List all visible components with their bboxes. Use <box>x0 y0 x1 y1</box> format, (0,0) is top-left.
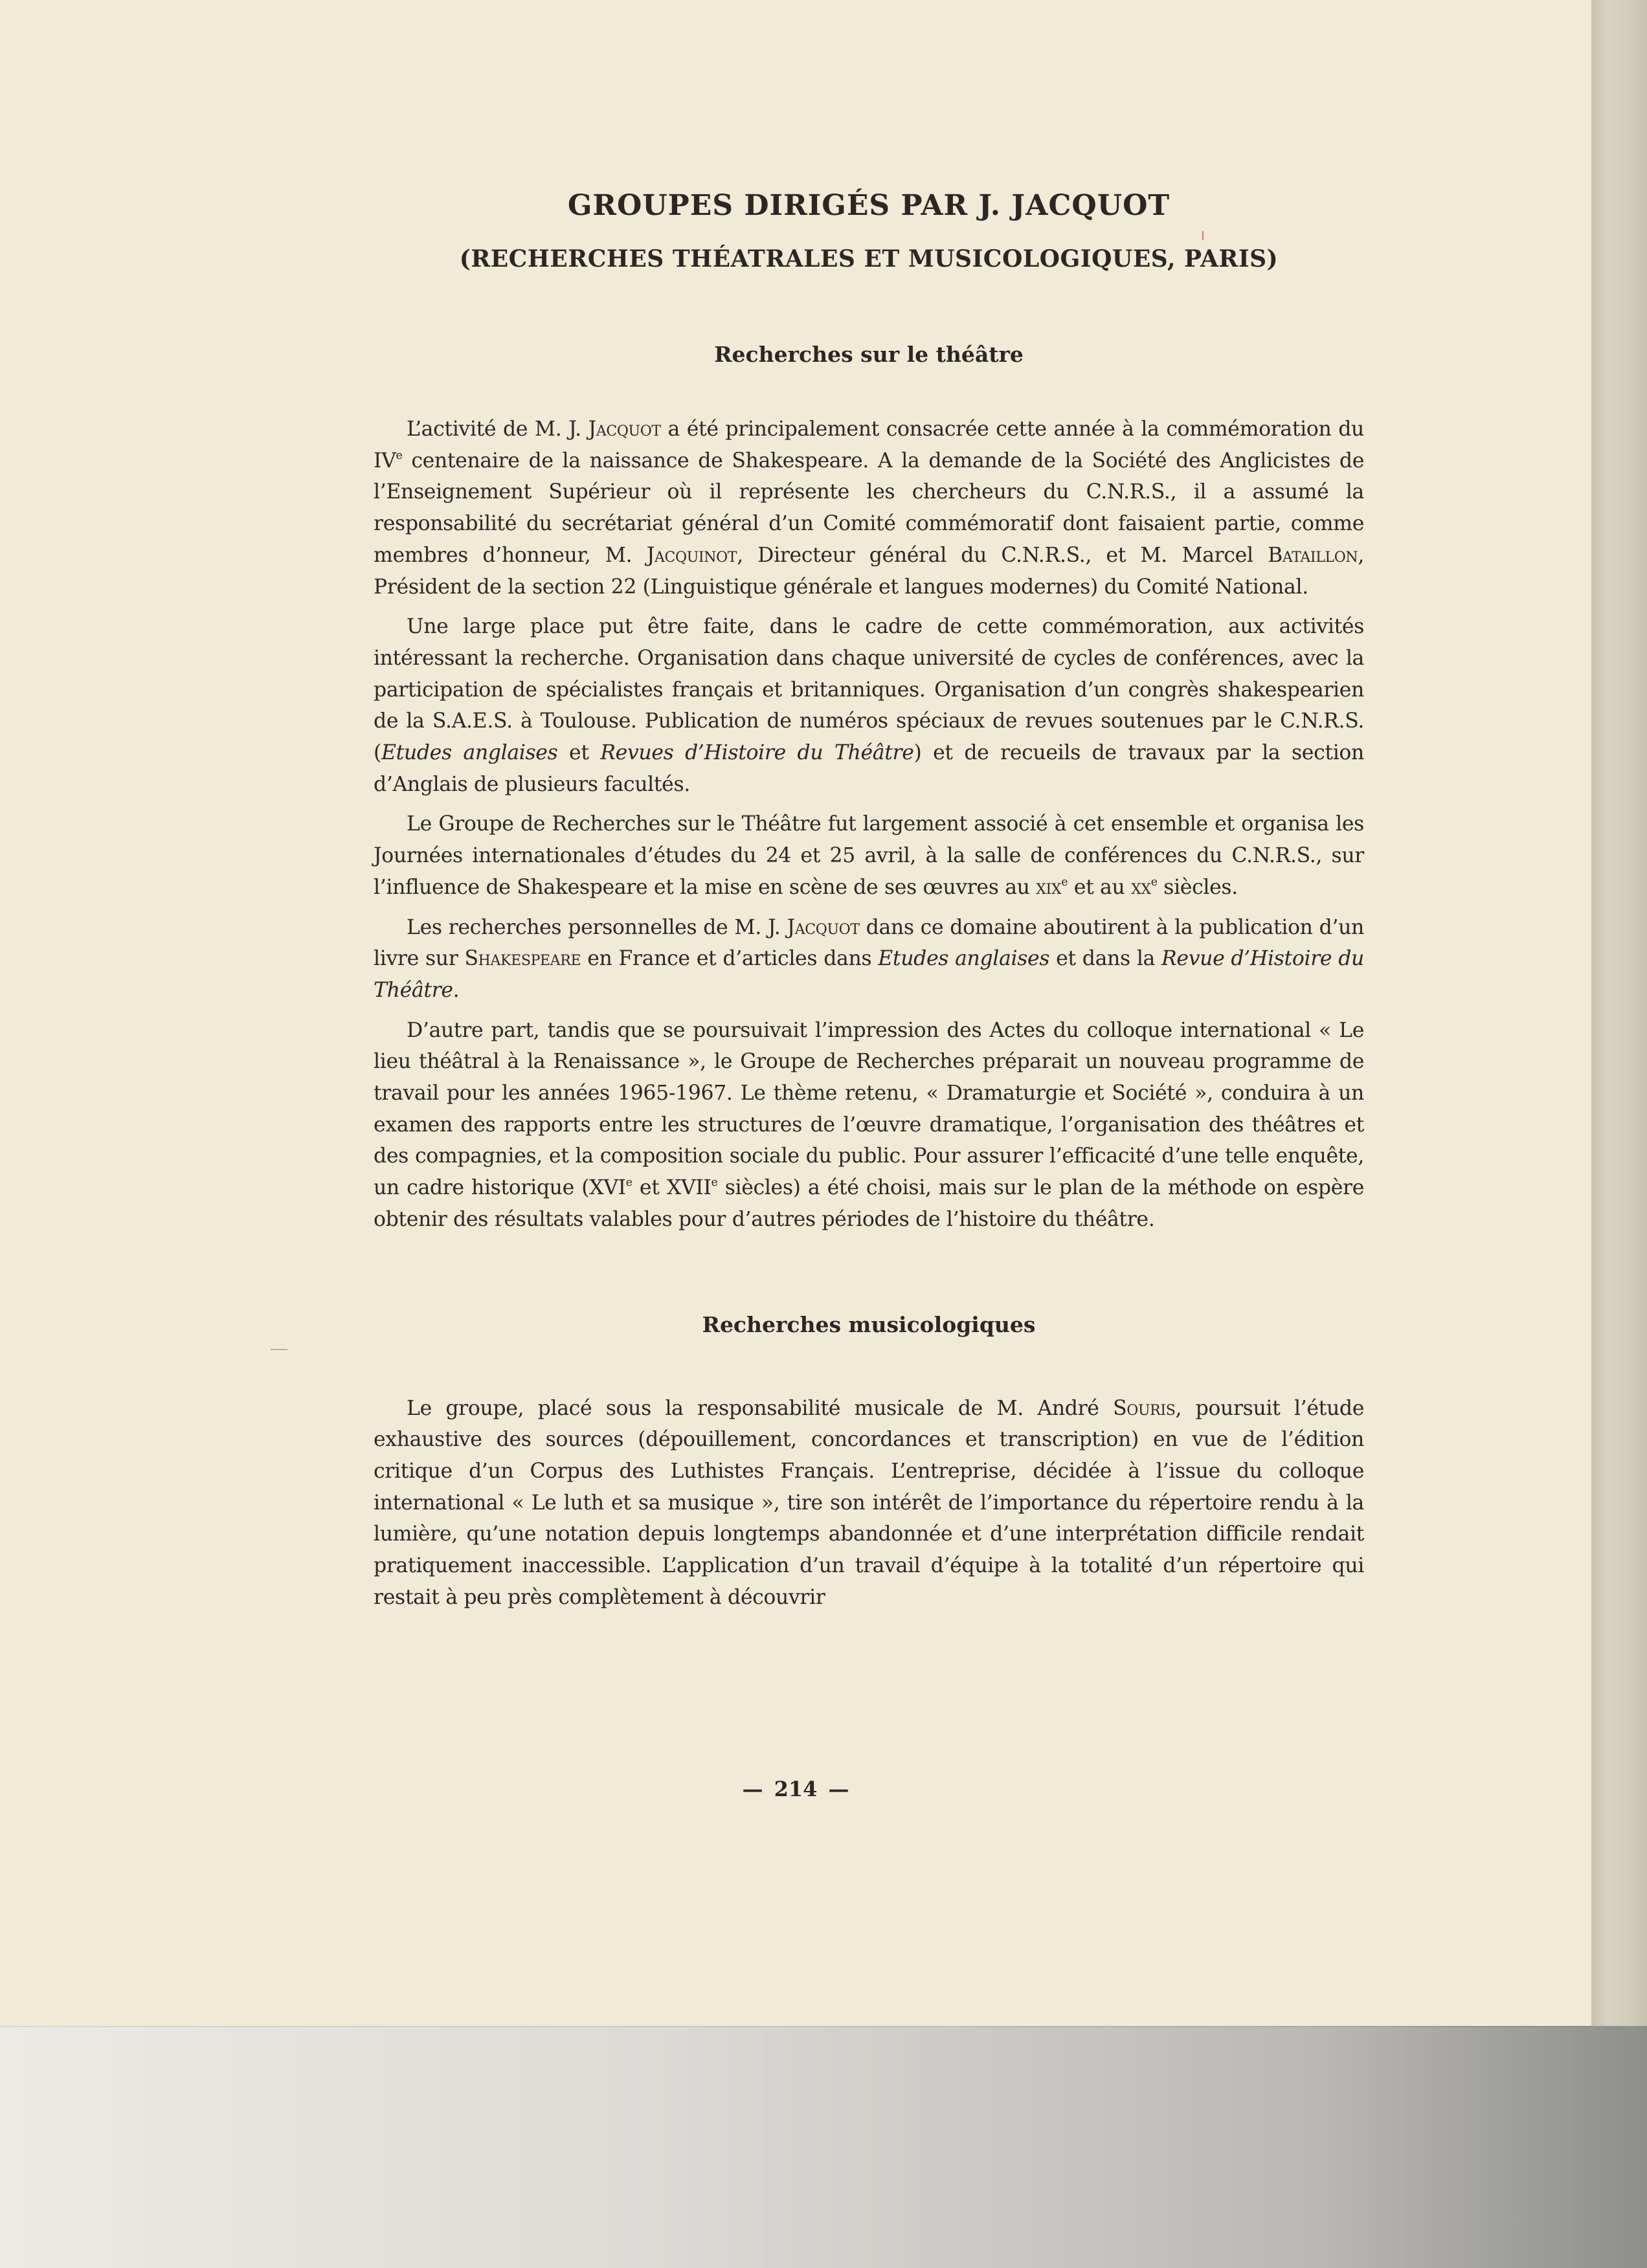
text-run: Une large place put être faite, dans le cadre de cette commémoration, aux activités intéressant la recherche. Organisation dans chaque université de cycles de conférences, avec la participation de spécialistes français et britanniques. Organisation d’un congrès shakespearien de la S.A.E.S. à Toulouse. Publication de numéros spéciaux de revues soutenues par le C.N.R.S. ( <box>374 615 1364 765</box>
small-caps-name: Jacquot <box>787 915 860 939</box>
text-run: D’autre part, tandis que se poursuivait l’impression des Actes du colloque international « Le lieu théâtral à la Renaissance », le Groupe de Recherches préparait un nouveau programme de travail pour les années 1965-1967. Le thème retenu, « Dramaturgie et Société », conduira à un examen des rapports entre les structures de l’œuvre dramatique, l’organisation des théâtres et des compagnies, et la composition sociale du public. Pour assurer l’efficacité d’une telle enquête, un cadre historique (XVI <box>374 1018 1364 1200</box>
page-number: — 214 — <box>742 1777 849 1801</box>
italic-title: Etudes anglaises <box>878 947 1050 971</box>
superscript: e <box>625 1176 633 1190</box>
text-run: Les recherches personnelles de M. J. <box>407 915 787 939</box>
text-run: siècles. <box>1157 875 1238 899</box>
page-title: GROUPES DIRIGÉS PAR J. JACQUOT <box>567 189 1171 222</box>
small-caps-name: Jacquot <box>588 417 661 441</box>
superscript: e <box>1150 875 1158 889</box>
small-caps-name: xx <box>1131 875 1151 899</box>
small-caps-name: xix <box>1036 875 1062 899</box>
paragraph <box>374 912 1364 1006</box>
section-body <box>374 414 1364 1236</box>
small-caps-name: Bataillon <box>1268 543 1358 567</box>
paragraph <box>374 1393 1364 1614</box>
section-theatre <box>374 339 1364 1236</box>
section-body <box>374 1393 1364 1614</box>
text-run: Le Groupe de Recherches sur le Théâtre fut largement associé à cet ensemble et organisa les Journées internationales d’études du 24 et 25 avril, à la salle de conférences du C.N.R.S., sur l’influence de Shakespeare et la mise en scène de ses œuvres au <box>374 812 1364 899</box>
text-run: en France et d’articles dans <box>581 947 879 971</box>
text-run: dans ce domaine aboutirent à la publication d’un livre sur <box>374 915 1364 971</box>
text-run: et au <box>1068 875 1132 899</box>
paragraph <box>374 414 1364 603</box>
superscript: e <box>396 449 403 462</box>
italic-title: Revue d’Histoire du Théâtre <box>374 947 1364 1002</box>
superscript: e <box>1061 875 1068 889</box>
text-run: ) et de recueils de travaux par la section d’Anglais de plusieurs facultés. <box>374 741 1364 796</box>
text-run: Le groupe, placé sous la responsabilité musicale de M. André <box>407 1396 1114 1420</box>
text-run: et <box>557 741 601 765</box>
text-run: centenaire de la naissance de Shakespeare. A la demande de la Société des Anglicistes de l’Enseignement Supérieur où il représente les chercheurs du C.N.R.S., il a assumé la responsabilité du secrétariat général d’un Comité commémoratif dont faisaient partie, comme membres d’honneur, M. <box>374 449 1364 567</box>
text-run: siècles) a été choisi, mais sur le plan de la méthode on espère obtenir des résultats valables pour d’autres périodes de l’histoire du théâtre. <box>374 1176 1364 1231</box>
text-run: et XVII <box>632 1176 711 1200</box>
paragraph <box>374 808 1364 903</box>
page-subtitle: (RECHERCHES THÉATRALES ET MUSICOLOGIQUES, PARIS) <box>459 245 1279 272</box>
paragraph <box>374 611 1364 800</box>
text-run: L’activité de M. J. <box>407 417 588 441</box>
text-run: , poursuit l’étude exhaustive des sources (dépouillement, concordances et transcription) en vue de l’édition critique d’un Corpus des Luthistes Français. L’entreprise, décidée à l’issue du colloque international « Le luth et sa musique », tire son intérêt de l’importance du répertoire rendu à la lumière, qu’une notation depuis longtemps abandonnée et d’une interprétation difficile rendait pratiquement inaccessible. L’application d’un travail d’équipe à la totalité d’un répertoire qui restait à peu près complètement à découvrir <box>374 1396 1364 1609</box>
italic-title: Revues d’Histoire du Théâtre <box>600 741 914 765</box>
text-run: a été principalement consacrée cette année à la commémoration du IV <box>374 417 1364 472</box>
margin-mark <box>271 1349 287 1350</box>
small-caps-name: Shakespeare <box>464 947 581 971</box>
section-heading: Recherches musicologiques <box>702 1311 1036 1337</box>
small-caps-name: Jacquinot <box>646 543 737 567</box>
text-run: , Président de la section 22 (Linguistique générale et langues modernes) du Comité National. <box>374 543 1364 599</box>
page-edge-strip <box>1591 0 1647 2026</box>
superscript: e <box>711 1176 718 1190</box>
small-caps-name: Souris <box>1113 1396 1176 1420</box>
italic-title: Etudes anglaises <box>381 741 558 765</box>
section-heading: Recherches sur le théâtre <box>714 342 1024 367</box>
section-musicology <box>374 1309 1364 1614</box>
text-run: . <box>453 978 460 1002</box>
paragraph <box>374 1015 1364 1236</box>
page-content <box>374 186 1364 1614</box>
text-run: , Directeur général du C.N.R.S., et M. Marcel <box>737 543 1268 567</box>
text-run: et dans la <box>1049 947 1162 971</box>
